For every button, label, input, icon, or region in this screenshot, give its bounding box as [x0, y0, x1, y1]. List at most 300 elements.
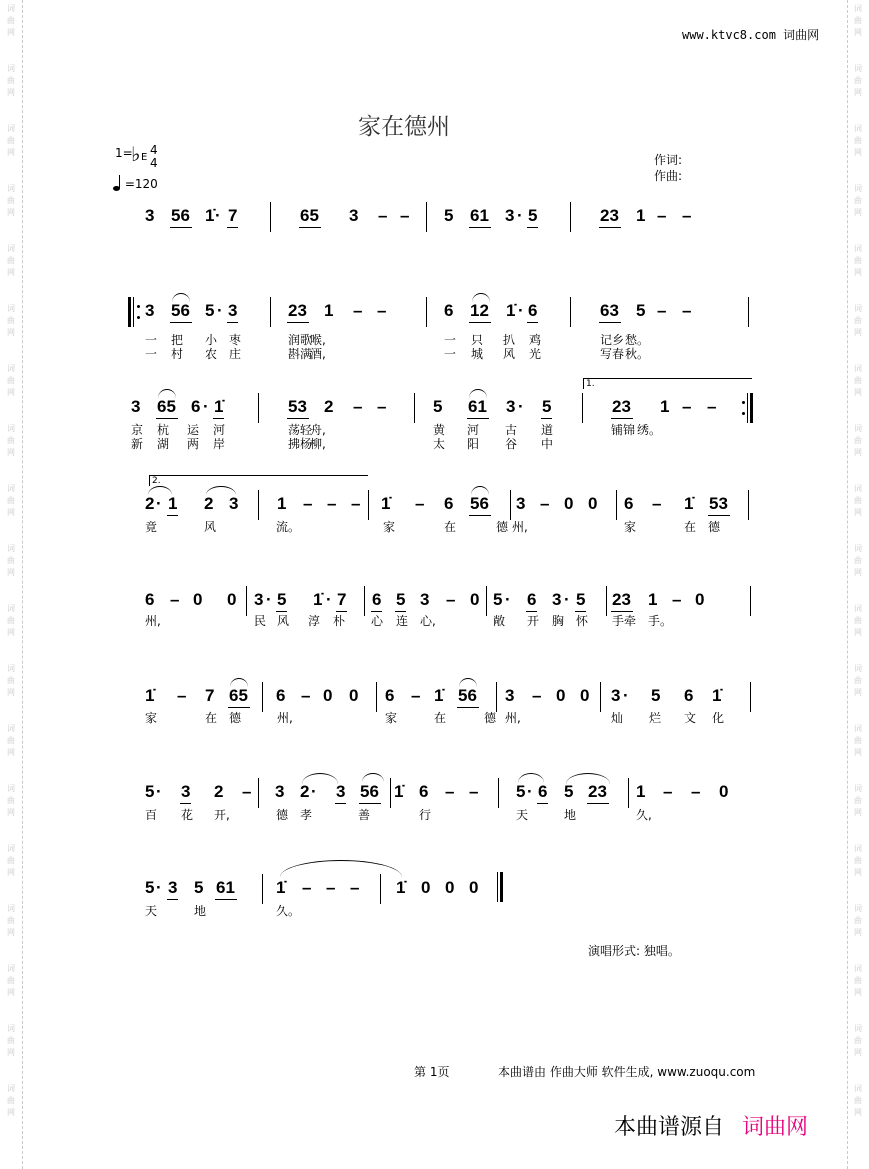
watermark-char: 词 — [7, 1024, 15, 1033]
note: 3 — [611, 686, 621, 705]
note: 6 — [385, 686, 395, 705]
lyric-syllable: 德 — [276, 808, 289, 822]
lyric-syllable: 写春 — [600, 347, 625, 361]
barline — [414, 393, 415, 423]
right-border — [847, 0, 849, 1169]
note: 5 — [205, 301, 215, 320]
note: 1̇ — [145, 686, 155, 705]
lyric-syllable: 德 — [708, 520, 721, 534]
note: 0 — [323, 686, 333, 705]
note: 5 — [145, 878, 155, 897]
note: 0 — [580, 686, 590, 705]
lyric-syllable: 农 — [205, 347, 218, 361]
lyric-syllable: 在 — [684, 520, 697, 534]
slur-tie — [172, 293, 190, 302]
barline — [390, 778, 391, 808]
performance-form: 演唱形式: 独唱。 — [588, 944, 680, 958]
barline — [582, 393, 583, 423]
note: 65 — [300, 206, 319, 225]
barline — [498, 778, 499, 808]
note: – — [327, 494, 337, 513]
note: 0 — [556, 686, 566, 705]
watermark-char: 网 — [854, 28, 862, 37]
repeat-dot — [137, 305, 140, 308]
watermark-char: 词 — [854, 124, 862, 133]
note: 3 — [181, 782, 191, 801]
beam-underline — [213, 418, 224, 419]
lyric-syllable: 善 — [358, 808, 371, 822]
lyric-syllable: 扒 — [503, 333, 516, 347]
note: 3 — [505, 686, 515, 705]
watermark-char: 曲 — [7, 676, 15, 685]
note: 1̇ — [381, 494, 391, 513]
lyric-syllable: 荡轻 — [288, 423, 313, 437]
watermark-char: 词 — [7, 4, 15, 13]
beam-underline — [287, 322, 309, 323]
watermark-char: 网 — [7, 688, 15, 697]
watermark-char: 词 — [7, 964, 15, 973]
source-text: 本曲谱源自 — [614, 1115, 725, 1140]
slur-tie — [280, 860, 402, 877]
key-prefix: 1= — [115, 146, 133, 160]
note: 6 — [444, 301, 454, 320]
lyric-syllable: 润歌 — [288, 333, 313, 347]
note: 5 — [194, 878, 204, 897]
note: – — [351, 494, 361, 513]
watermark-char: 词 — [854, 604, 862, 613]
note: 23 — [600, 206, 619, 225]
note: – — [378, 206, 388, 225]
quarter-note-icon — [113, 175, 121, 191]
note: – — [303, 494, 313, 513]
watermark-char: 曲 — [7, 556, 15, 565]
note: 3 — [336, 782, 346, 801]
lyric-syllable: 阳 — [467, 437, 480, 451]
beam-underline — [227, 322, 238, 323]
lyric-syllable: 家 — [145, 711, 158, 725]
note: – — [682, 206, 692, 225]
barline — [616, 490, 617, 520]
note: 3 — [552, 590, 562, 609]
watermark-char: 词 — [854, 784, 862, 793]
watermark-char: 曲 — [854, 376, 862, 385]
watermark-char: 曲 — [854, 256, 862, 265]
note: 1 — [324, 301, 334, 320]
lyric-syllable: 民 — [254, 614, 267, 628]
barline — [628, 778, 629, 808]
lyric-syllable: 一 — [145, 347, 158, 361]
note: – — [353, 301, 363, 320]
watermark-char: 曲 — [7, 16, 15, 25]
note: · — [266, 590, 272, 609]
watermark-char: 词 — [7, 1084, 15, 1093]
lyric-syllable: 流。 — [276, 520, 301, 534]
beam-underline — [335, 803, 346, 804]
barline — [368, 490, 369, 520]
note: – — [663, 782, 673, 801]
lyric-syllable: 杭 — [157, 423, 170, 437]
watermark-char: 网 — [7, 28, 15, 37]
watermark-char: 词 — [7, 664, 15, 673]
lyric-syllable: 风 — [277, 614, 290, 628]
note: 1̇ — [396, 878, 406, 897]
watermark-char: 曲 — [854, 1036, 862, 1045]
beam-underline — [167, 515, 178, 516]
beam-underline — [371, 611, 382, 612]
note: 1̇ — [434, 686, 444, 705]
note: 1̇ — [313, 590, 323, 609]
slur-tie — [518, 773, 544, 783]
lyric-syllable: 地 — [564, 808, 577, 822]
beam-underline — [526, 611, 537, 612]
lyricist-label: 作词: — [654, 153, 683, 167]
lyric-syllable: 京 — [131, 423, 144, 437]
barline — [496, 682, 497, 712]
watermark-char: 曲 — [7, 376, 15, 385]
watermark-char: 词 — [7, 604, 15, 613]
lyric-syllable: 风 — [204, 520, 217, 534]
note: 56 — [458, 686, 477, 705]
beam-underline — [708, 515, 730, 516]
note: 5 — [444, 206, 454, 225]
lyric-syllable: 喉, — [310, 333, 326, 347]
watermark-char: 曲 — [854, 916, 862, 925]
watermark-char: 词 — [854, 64, 862, 73]
watermark-char: 词 — [7, 244, 15, 253]
lyric-syllable: 枣 — [229, 333, 242, 347]
watermark-char: 词 — [854, 544, 862, 553]
note: 3 — [506, 397, 516, 416]
note: 3 — [349, 206, 359, 225]
barline — [750, 393, 753, 423]
note: – — [672, 590, 682, 609]
lyric-syllable: 胸 — [552, 614, 565, 628]
repeat-dot — [137, 316, 140, 319]
slur-tie — [362, 773, 384, 782]
note: 5 — [516, 782, 526, 801]
note: 0 — [193, 590, 203, 609]
barline — [426, 202, 427, 232]
watermark-char: 曲 — [854, 196, 862, 205]
barline — [747, 393, 748, 423]
generator-note: 本曲谱由 作曲大师 软件生成, www.zuoqu.com — [498, 1065, 756, 1079]
watermark-char: 曲 — [854, 856, 862, 865]
watermark-char: 词 — [7, 364, 15, 373]
watermark-char: 曲 — [7, 736, 15, 745]
watermark-char: 词 — [854, 844, 862, 853]
beam-underline — [541, 418, 552, 419]
watermark-char: 曲 — [854, 736, 862, 745]
watermark-char: 网 — [854, 928, 862, 937]
source-label — [614, 1110, 808, 1141]
lyric-syllable: 天 — [516, 808, 529, 822]
note: – — [377, 301, 387, 320]
slur-tie — [566, 773, 610, 784]
tempo-value: =120 — [124, 177, 158, 191]
note: 3 — [420, 590, 430, 609]
repeat-dot — [742, 401, 745, 404]
repeat-dot — [742, 412, 745, 415]
watermark-char: 曲 — [854, 976, 862, 985]
note: 23 — [588, 782, 607, 801]
watermark-char: 曲 — [7, 796, 15, 805]
watermark-char: 网 — [854, 1108, 862, 1117]
watermark-char: 网 — [854, 328, 862, 337]
lyric-syllable: 孝 — [300, 808, 313, 822]
watermark-char: 网 — [7, 1108, 15, 1117]
beam-underline — [467, 418, 489, 419]
barline — [258, 778, 259, 808]
note: 56 — [171, 206, 190, 225]
note: 1 — [636, 782, 646, 801]
tempo-marking — [113, 175, 158, 191]
note: · — [527, 782, 533, 801]
watermark-char: 网 — [7, 268, 15, 277]
lyric-syllable: 绣。 — [637, 423, 662, 437]
watermark-char: 词 — [854, 484, 862, 493]
barline — [426, 297, 427, 327]
barline — [262, 874, 263, 904]
lyric-syllable: 德 — [484, 711, 497, 725]
watermark-char: 网 — [854, 568, 862, 577]
lyric-syllable: 花 — [181, 808, 194, 822]
note: 0 — [469, 878, 479, 897]
watermark-char: 网 — [854, 808, 862, 817]
time-top: 4 — [150, 143, 158, 157]
lyric-syllable: 灿 — [611, 711, 624, 725]
barline — [486, 586, 487, 616]
watermark-char: 曲 — [854, 316, 862, 325]
note: · — [517, 206, 523, 225]
note: 1 — [168, 494, 178, 513]
watermark-char: 词 — [854, 424, 862, 433]
watermark-char: 网 — [7, 148, 15, 157]
note: – — [657, 206, 667, 225]
lyric-syllable: 家 — [383, 520, 396, 534]
note: 6 — [538, 782, 548, 801]
watermark-char: 曲 — [7, 256, 15, 265]
watermark-char: 词 — [854, 364, 862, 373]
watermark-char: 网 — [7, 928, 15, 937]
note: 1 — [277, 494, 287, 513]
beam-underline — [575, 611, 586, 612]
note: 5 — [433, 397, 443, 416]
lyric-syllable: 把 — [171, 333, 184, 347]
lyric-syllable: 家 — [624, 520, 637, 534]
note: 3 — [516, 494, 526, 513]
note: 5 — [396, 590, 406, 609]
note: 1 — [660, 397, 670, 416]
slur-tie — [302, 773, 338, 784]
watermark-char: 网 — [7, 328, 15, 337]
note: · — [623, 686, 629, 705]
note: 5 — [493, 590, 503, 609]
note: · — [217, 301, 223, 320]
credits — [654, 152, 682, 184]
barline — [364, 586, 365, 616]
watermark-char: 曲 — [854, 556, 862, 565]
lyric-syllable: 记乡 — [600, 333, 625, 347]
note: · — [203, 397, 209, 416]
right-watermark-column — [851, 0, 865, 1169]
lyric-syllable: 庄 — [229, 347, 242, 361]
lyric-syllable: 在 — [205, 711, 218, 725]
watermark-char: 网 — [854, 508, 862, 517]
volta-label: 2. — [152, 476, 161, 486]
song-title: 家在德州 — [358, 114, 450, 140]
note: · — [564, 590, 570, 609]
note: 5 — [277, 590, 287, 609]
note: 0 — [564, 494, 574, 513]
lyric-syllable: 道 — [541, 423, 554, 437]
barline — [270, 297, 271, 327]
watermark-char: 词 — [854, 244, 862, 253]
slur-tie — [148, 486, 172, 495]
note: – — [177, 686, 187, 705]
note: – — [353, 397, 363, 416]
barline — [750, 682, 751, 712]
lyric-syllable: 州, — [145, 614, 161, 628]
watermark-char: 词 — [854, 904, 862, 913]
beam-underline — [180, 803, 191, 804]
note: 3 — [228, 301, 238, 320]
beam-underline — [287, 418, 309, 419]
note: 61 — [470, 206, 489, 225]
source-brand-link[interactable]: 词曲网 — [742, 1115, 809, 1140]
note: 7 — [337, 590, 347, 609]
lyric-syllable: 手。 — [648, 614, 673, 628]
note: 7 — [228, 206, 238, 225]
watermark-char: 网 — [7, 388, 15, 397]
lyric-syllable: 河 — [467, 423, 480, 437]
note: 0 — [470, 590, 480, 609]
watermark-char: 网 — [854, 148, 862, 157]
beam-underline — [527, 322, 538, 323]
beam-underline — [457, 707, 479, 708]
page-footer — [414, 1063, 756, 1080]
barline — [748, 490, 749, 520]
beam-underline — [215, 899, 237, 900]
lyric-syllable: 黄 — [433, 423, 446, 437]
barline — [500, 872, 503, 902]
lyric-syllable: 百 — [145, 808, 158, 822]
slur-tie — [469, 389, 487, 398]
composer-label: 作曲: — [654, 169, 683, 183]
watermark-char: 网 — [854, 448, 862, 457]
note: – — [242, 782, 252, 801]
watermark-char: 网 — [854, 748, 862, 757]
note: 1̇ — [712, 686, 722, 705]
barline — [128, 297, 131, 327]
lyric-syllable: 柳, — [310, 437, 326, 451]
lyric-syllable: 拂杨 — [288, 437, 313, 451]
lyric-syllable: 朴 — [333, 614, 346, 628]
watermark-char: 曲 — [7, 916, 15, 925]
watermark-char: 词 — [7, 484, 15, 493]
note: 0 — [421, 878, 431, 897]
note: – — [350, 878, 360, 897]
barline — [258, 393, 259, 423]
watermark-char: 曲 — [7, 856, 15, 865]
note: 6 — [419, 782, 429, 801]
barline — [600, 682, 601, 712]
note: 2 — [300, 782, 310, 801]
note: 1 — [636, 206, 646, 225]
key-letter: E — [141, 152, 148, 163]
left-watermark-column — [4, 0, 18, 1169]
note: 23 — [288, 301, 307, 320]
note: · — [156, 878, 162, 897]
note: 53 — [288, 397, 307, 416]
lyric-syllable: 愁。 — [625, 333, 650, 347]
watermark-char: 网 — [7, 988, 15, 997]
watermark-char: 词 — [7, 904, 15, 913]
beam-underline — [527, 227, 538, 228]
watermark-char: 曲 — [854, 676, 862, 685]
note: 3 — [131, 397, 141, 416]
note: 0 — [227, 590, 237, 609]
lyric-syllable: 中 — [541, 437, 554, 451]
volta-bracket — [583, 378, 752, 389]
barline — [750, 586, 751, 616]
note: 56 — [470, 494, 489, 513]
note: 3 — [145, 301, 155, 320]
lyric-syllable: 州, — [512, 520, 528, 534]
beam-underline — [228, 707, 250, 708]
beam-underline — [469, 515, 491, 516]
note: – — [415, 494, 425, 513]
barline — [270, 202, 271, 232]
watermark-char: 曲 — [854, 796, 862, 805]
note: · — [505, 590, 511, 609]
lyric-syllable: 河 — [213, 423, 226, 437]
note: – — [445, 782, 455, 801]
note: 5 — [576, 590, 586, 609]
watermark-char: 词 — [854, 724, 862, 733]
site-url[interactable]: www.ktvc8.com 词曲网 — [682, 28, 820, 42]
note: 6 — [145, 590, 155, 609]
lyric-syllable: 谷 — [505, 437, 518, 451]
lyric-syllable: 德 — [229, 711, 242, 725]
lyric-syllable: 秋。 — [625, 347, 650, 361]
lyric-syllable: 光 — [529, 347, 542, 361]
lyric-syllable: 文 — [684, 711, 697, 725]
note: 63 — [600, 301, 619, 320]
barline — [606, 586, 607, 616]
note: – — [652, 494, 662, 513]
lyric-syllable: 久, — [636, 808, 652, 822]
note: 3 — [145, 206, 155, 225]
lyric-syllable: 村 — [171, 347, 184, 361]
lyric-syllable: 鸡 — [529, 333, 542, 347]
slur-tie — [459, 678, 477, 687]
note: – — [707, 397, 717, 416]
lyric-syllable: 两 — [187, 437, 200, 451]
lyric-syllable: 连 — [396, 614, 409, 628]
barline — [497, 872, 498, 902]
watermark-char: 网 — [7, 508, 15, 517]
note: 1̇ — [394, 782, 404, 801]
note: – — [302, 878, 312, 897]
note: 1̇ — [276, 878, 286, 897]
beam-underline — [276, 611, 287, 612]
watermark-char: 词 — [854, 1084, 862, 1093]
watermark-char: 词 — [854, 184, 862, 193]
barline — [380, 874, 381, 904]
note: – — [532, 686, 542, 705]
lyric-syllable: 一 — [145, 333, 158, 347]
note: · — [215, 206, 221, 225]
